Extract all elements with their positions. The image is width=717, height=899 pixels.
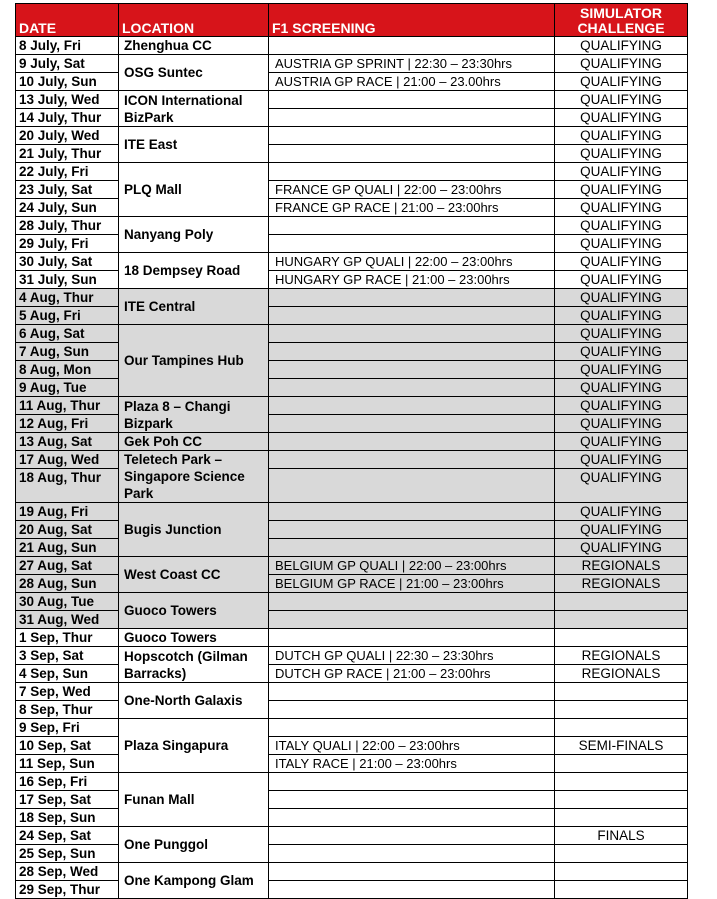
table-row bbox=[16, 827, 688, 845]
date-cell: 7 Sep, Wed bbox=[16, 683, 119, 701]
screening-cell bbox=[269, 325, 555, 343]
challenge-cell bbox=[555, 701, 688, 719]
screening-cell bbox=[269, 503, 555, 521]
table-row bbox=[16, 539, 688, 557]
location-cell: Gek Poh CC bbox=[119, 433, 269, 451]
location-cell: West Coast CC bbox=[119, 557, 269, 593]
screening-cell bbox=[269, 719, 555, 737]
screening-cell bbox=[269, 827, 555, 845]
screening-cell bbox=[269, 593, 555, 611]
table-row bbox=[16, 845, 688, 863]
screening-cell bbox=[269, 791, 555, 809]
header-row bbox=[16, 4, 688, 37]
challenge-cell: QUALIFYING bbox=[555, 451, 688, 469]
date-cell: 6 Aug, Sat bbox=[16, 325, 119, 343]
screening-cell bbox=[269, 415, 555, 433]
screening-cell bbox=[269, 845, 555, 863]
header-date: DATE bbox=[16, 4, 119, 37]
screening-cell bbox=[269, 343, 555, 361]
header-challenge-line1: SIMULATOR bbox=[580, 5, 662, 21]
challenge-cell: QUALIFYING bbox=[555, 109, 688, 127]
table-row bbox=[16, 503, 688, 521]
location-cell: One-North Galaxis bbox=[119, 683, 269, 719]
location-cell: Hopscotch (Gilman Barracks) bbox=[119, 647, 269, 683]
challenge-cell: QUALIFYING bbox=[555, 539, 688, 557]
screening-cell: FRANCE GP QUALI | 22:00 – 23:00hrs bbox=[269, 181, 555, 199]
challenge-cell: QUALIFYING bbox=[555, 433, 688, 451]
table-row bbox=[16, 37, 688, 55]
table-row bbox=[16, 91, 688, 109]
header-challenge-line2: CHALLENGE bbox=[577, 20, 665, 36]
table-row bbox=[16, 253, 688, 271]
date-cell: 11 Aug, Thur bbox=[16, 397, 119, 415]
table-row bbox=[16, 863, 688, 881]
date-cell: 24 July, Sun bbox=[16, 199, 119, 217]
location-cell: ITE Central bbox=[119, 289, 269, 325]
date-cell: 23 July, Sat bbox=[16, 181, 119, 199]
date-cell: 8 Sep, Thur bbox=[16, 701, 119, 719]
date-cell: 31 Aug, Wed bbox=[16, 611, 119, 629]
challenge-cell: QUALIFYING bbox=[555, 397, 688, 415]
screening-cell bbox=[269, 217, 555, 235]
table-row bbox=[16, 737, 688, 755]
table-row bbox=[16, 127, 688, 145]
date-cell: 24 Sep, Sat bbox=[16, 827, 119, 845]
challenge-cell: QUALIFYING bbox=[555, 253, 688, 271]
screening-cell bbox=[269, 127, 555, 145]
screening-cell: DUTCH GP RACE | 21:00 – 23:00hrs bbox=[269, 665, 555, 683]
challenge-cell: QUALIFYING bbox=[555, 145, 688, 163]
challenge-cell: QUALIFYING bbox=[555, 199, 688, 217]
screening-cell bbox=[269, 91, 555, 109]
location-cell: OSG Suntec bbox=[119, 55, 269, 91]
date-cell: 13 Aug, Sat bbox=[16, 433, 119, 451]
screening-cell bbox=[269, 397, 555, 415]
date-cell: 8 July, Fri bbox=[16, 37, 119, 55]
challenge-cell: REGIONALS bbox=[555, 665, 688, 683]
date-cell: 20 July, Wed bbox=[16, 127, 119, 145]
screening-cell bbox=[269, 881, 555, 899]
date-cell: 21 July, Thur bbox=[16, 145, 119, 163]
table-row bbox=[16, 307, 688, 325]
screening-cell bbox=[269, 809, 555, 827]
date-cell: 5 Aug, Fri bbox=[16, 307, 119, 325]
table-row bbox=[16, 145, 688, 163]
screening-cell bbox=[269, 611, 555, 629]
screening-cell bbox=[269, 469, 555, 503]
date-cell: 29 July, Fri bbox=[16, 235, 119, 253]
screening-cell bbox=[269, 683, 555, 701]
challenge-cell: QUALIFYING bbox=[555, 361, 688, 379]
challenge-cell: QUALIFYING bbox=[555, 503, 688, 521]
table-row bbox=[16, 683, 688, 701]
table-row bbox=[16, 397, 688, 415]
table-row bbox=[16, 629, 688, 647]
screening-cell bbox=[269, 307, 555, 325]
date-cell: 1 Sep, Thur bbox=[16, 629, 119, 647]
challenge-cell bbox=[555, 611, 688, 629]
challenge-cell: QUALIFYING bbox=[555, 415, 688, 433]
challenge-cell bbox=[555, 593, 688, 611]
date-cell: 4 Sep, Sun bbox=[16, 665, 119, 683]
date-cell: 17 Aug, Wed bbox=[16, 451, 119, 469]
table-row bbox=[16, 791, 688, 809]
table-row bbox=[16, 109, 688, 127]
challenge-cell bbox=[555, 719, 688, 737]
date-cell: 27 Aug, Sat bbox=[16, 557, 119, 575]
date-cell: 16 Sep, Fri bbox=[16, 773, 119, 791]
date-cell: 9 Sep, Fri bbox=[16, 719, 119, 737]
schedule-table bbox=[15, 3, 688, 899]
challenge-cell: QUALIFYING bbox=[555, 235, 688, 253]
location-cell: Bugis Junction bbox=[119, 503, 269, 557]
date-cell: 18 Aug, Thur bbox=[16, 469, 119, 503]
screening-cell bbox=[269, 289, 555, 307]
table-row bbox=[16, 701, 688, 719]
header-screening: F1 SCREENING bbox=[269, 4, 555, 37]
date-cell: 3 Sep, Sat bbox=[16, 647, 119, 665]
screening-cell bbox=[269, 145, 555, 163]
table-row bbox=[16, 343, 688, 361]
location-cell: One Kampong Glam bbox=[119, 863, 269, 899]
date-cell: 20 Aug, Sat bbox=[16, 521, 119, 539]
challenge-cell: QUALIFYING bbox=[555, 469, 688, 503]
date-cell: 28 Sep, Wed bbox=[16, 863, 119, 881]
date-cell: 21 Aug, Sun bbox=[16, 539, 119, 557]
screening-cell bbox=[269, 701, 555, 719]
table-row bbox=[16, 881, 688, 899]
location-cell: ITE East bbox=[119, 127, 269, 163]
location-cell: Nanyang Poly bbox=[119, 217, 269, 253]
challenge-cell bbox=[555, 845, 688, 863]
date-cell: 28 July, Thur bbox=[16, 217, 119, 235]
date-cell: 30 Aug, Tue bbox=[16, 593, 119, 611]
table-row bbox=[16, 773, 688, 791]
challenge-cell bbox=[555, 773, 688, 791]
date-cell: 18 Sep, Sun bbox=[16, 809, 119, 827]
challenge-cell: QUALIFYING bbox=[555, 181, 688, 199]
screening-cell bbox=[269, 629, 555, 647]
screening-cell bbox=[269, 539, 555, 557]
screening-cell: BELGIUM GP RACE | 21:00 – 23:00hrs bbox=[269, 575, 555, 593]
location-cell: Guoco Towers bbox=[119, 629, 269, 647]
date-cell: 17 Sep, Sat bbox=[16, 791, 119, 809]
header-location: LOCATION bbox=[119, 4, 269, 37]
date-cell: 7 Aug, Sun bbox=[16, 343, 119, 361]
table-row bbox=[16, 379, 688, 397]
date-cell: 29 Sep, Thur bbox=[16, 881, 119, 899]
location-cell: Funan Mall bbox=[119, 773, 269, 827]
screening-cell: AUSTRIA GP SPRINT | 22:30 – 23:30hrs bbox=[269, 55, 555, 73]
challenge-cell: QUALIFYING bbox=[555, 521, 688, 539]
challenge-cell bbox=[555, 755, 688, 773]
table-row bbox=[16, 719, 688, 737]
table-row bbox=[16, 665, 688, 683]
screening-cell: FRANCE GP RACE | 21:00 – 23:00hrs bbox=[269, 199, 555, 217]
challenge-cell: QUALIFYING bbox=[555, 289, 688, 307]
date-cell: 28 Aug, Sun bbox=[16, 575, 119, 593]
table-row bbox=[16, 415, 688, 433]
challenge-cell: QUALIFYING bbox=[555, 379, 688, 397]
challenge-cell: QUALIFYING bbox=[555, 163, 688, 181]
table-row bbox=[16, 593, 688, 611]
challenge-cell bbox=[555, 791, 688, 809]
screening-cell bbox=[269, 109, 555, 127]
screening-cell bbox=[269, 521, 555, 539]
challenge-cell bbox=[555, 683, 688, 701]
schedule-body bbox=[16, 37, 688, 899]
challenge-cell: QUALIFYING bbox=[555, 307, 688, 325]
challenge-cell: QUALIFYING bbox=[555, 343, 688, 361]
date-cell: 13 July, Wed bbox=[16, 91, 119, 109]
table-row bbox=[16, 55, 688, 73]
date-cell: 22 July, Fri bbox=[16, 163, 119, 181]
date-cell: 19 Aug, Fri bbox=[16, 503, 119, 521]
table-row bbox=[16, 163, 688, 181]
date-cell: 25 Sep, Sun bbox=[16, 845, 119, 863]
table-row bbox=[16, 755, 688, 773]
screening-cell bbox=[269, 37, 555, 55]
table-row bbox=[16, 217, 688, 235]
challenge-cell bbox=[555, 809, 688, 827]
challenge-cell: QUALIFYING bbox=[555, 73, 688, 91]
location-cell: One Punggol bbox=[119, 827, 269, 863]
screening-cell bbox=[269, 379, 555, 397]
date-cell: 9 Aug, Tue bbox=[16, 379, 119, 397]
table-row bbox=[16, 647, 688, 665]
challenge-cell: QUALIFYING bbox=[555, 55, 688, 73]
table-row bbox=[16, 73, 688, 91]
screening-cell: HUNGARY GP RACE | 21:00 – 23:00hrs bbox=[269, 271, 555, 289]
challenge-cell: REGIONALS bbox=[555, 557, 688, 575]
screening-cell: ITALY QUALI | 22:00 – 23:00hrs bbox=[269, 737, 555, 755]
screening-cell bbox=[269, 163, 555, 181]
challenge-cell: REGIONALS bbox=[555, 575, 688, 593]
location-cell: ICON International BizPark bbox=[119, 91, 269, 127]
location-cell: Zhenghua CC bbox=[119, 37, 269, 55]
screening-cell bbox=[269, 451, 555, 469]
table-row bbox=[16, 433, 688, 451]
table-row bbox=[16, 469, 688, 503]
table-row bbox=[16, 557, 688, 575]
date-cell: 10 July, Sun bbox=[16, 73, 119, 91]
table-row bbox=[16, 235, 688, 253]
table-row bbox=[16, 809, 688, 827]
screening-cell: AUSTRIA GP RACE | 21:00 – 23.00hrs bbox=[269, 73, 555, 91]
date-cell: 10 Sep, Sat bbox=[16, 737, 119, 755]
screening-cell bbox=[269, 433, 555, 451]
location-cell: Our Tampines Hub bbox=[119, 325, 269, 397]
table-row bbox=[16, 611, 688, 629]
challenge-cell: QUALIFYING bbox=[555, 37, 688, 55]
table-row bbox=[16, 181, 688, 199]
challenge-cell: QUALIFYING bbox=[555, 217, 688, 235]
challenge-cell: SEMI-FINALS bbox=[555, 737, 688, 755]
table-row bbox=[16, 521, 688, 539]
table-row bbox=[16, 575, 688, 593]
date-cell: 4 Aug, Thur bbox=[16, 289, 119, 307]
challenge-cell: QUALIFYING bbox=[555, 127, 688, 145]
screening-cell: DUTCH GP QUALI | 22:30 – 23:30hrs bbox=[269, 647, 555, 665]
screening-cell: HUNGARY GP QUALI | 22:00 – 23:00hrs bbox=[269, 253, 555, 271]
screening-cell bbox=[269, 773, 555, 791]
location-cell: Teletech Park – Singapore Science Park bbox=[119, 451, 269, 503]
table-row bbox=[16, 325, 688, 343]
table-row bbox=[16, 451, 688, 469]
screening-cell bbox=[269, 863, 555, 881]
screening-cell bbox=[269, 235, 555, 253]
date-cell: 8 Aug, Mon bbox=[16, 361, 119, 379]
location-cell: Plaza 8 – Changi Bizpark bbox=[119, 397, 269, 433]
challenge-cell bbox=[555, 863, 688, 881]
challenge-cell: QUALIFYING bbox=[555, 325, 688, 343]
location-cell: Plaza Singapura bbox=[119, 719, 269, 773]
challenge-cell bbox=[555, 629, 688, 647]
table-row bbox=[16, 199, 688, 217]
location-cell: Guoco Towers bbox=[119, 593, 269, 629]
date-cell: 30 July, Sat bbox=[16, 253, 119, 271]
header-challenge bbox=[555, 4, 688, 37]
challenge-cell: REGIONALS bbox=[555, 647, 688, 665]
screening-cell: BELGIUM GP QUALI | 22:00 – 23:00hrs bbox=[269, 557, 555, 575]
location-cell: 18 Dempsey Road bbox=[119, 253, 269, 289]
table-row bbox=[16, 271, 688, 289]
challenge-cell: QUALIFYING bbox=[555, 271, 688, 289]
date-cell: 31 July, Sun bbox=[16, 271, 119, 289]
screening-cell: ITALY RACE | 21:00 – 23:00hrs bbox=[269, 755, 555, 773]
challenge-cell bbox=[555, 881, 688, 899]
location-cell: PLQ Mall bbox=[119, 163, 269, 217]
date-cell: 12 Aug, Fri bbox=[16, 415, 119, 433]
date-cell: 9 July, Sat bbox=[16, 55, 119, 73]
table-row bbox=[16, 289, 688, 307]
date-cell: 14 July, Thur bbox=[16, 109, 119, 127]
date-cell: 11 Sep, Sun bbox=[16, 755, 119, 773]
challenge-cell: QUALIFYING bbox=[555, 91, 688, 109]
screening-cell bbox=[269, 361, 555, 379]
table-row bbox=[16, 361, 688, 379]
challenge-cell: FINALS bbox=[555, 827, 688, 845]
